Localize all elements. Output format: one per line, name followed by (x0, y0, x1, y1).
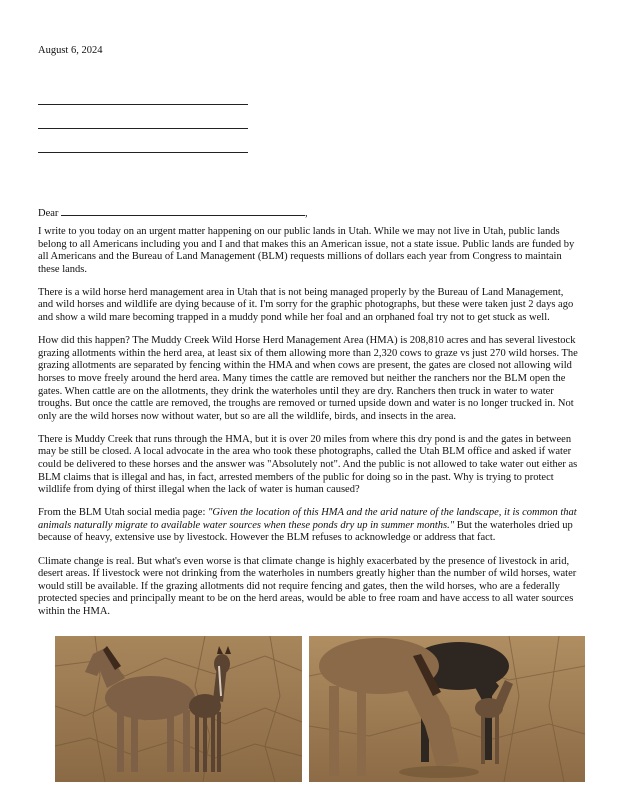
paragraph-blm-quote (38, 507, 580, 545)
salutation-comma: , (305, 208, 308, 219)
recipient-name-blank (61, 204, 305, 216)
address-line-3 (38, 152, 248, 153)
paragraph-intro: I write to you today on an urgent matter happening on our public lands in Utah. While we may not live in Utah, public lands belong to all Americans including you and I and that makes this an American issue, not a state issue. Public lands are funded by all Americans and the Bureau of Land Management (BLM) requests millions of dollars each year from Congress to maintain these lands. (38, 226, 575, 275)
photo-mare-and-foal (55, 636, 302, 782)
salutation-greeting: Dear (38, 208, 59, 219)
photo-horses-drinking (309, 636, 585, 782)
quote-lead: From the BLM Utah social media page: (38, 507, 209, 519)
address-line-2 (38, 128, 248, 129)
salutation (38, 204, 308, 219)
paragraph-muddy-creek: There is Muddy Creek that runs through the HMA, but it is over 20 miles from where this dry pond is and the gates in between may be still be closed. A local advocate in the area who took these photographs, called the Utah BLM office and asked if water could be delivered to these horses and the answer was "Absolutely not". And the public is not allowed to take water out either as BLM claims that is illegal and has, in fact, arrested members of the public for doing so in the past. Why is trying to protect wildlife from dying of thirst illegal when the lack of water is human caused? (38, 433, 578, 496)
mare-and-foal-image (55, 636, 302, 782)
paragraph-climate: Climate change is real. But what's even worse is that climate change is highly exacerbated by the presence of livestock in arid, desert areas. If livestock were not drinking from the waterholes in numbers greatly higher than the number of wild horses, water would still be available. If the grazing allotments did not require fencing and gates, then the wild horses, who are a federally protected species and principally meant to be on the herd areas, would be able to free roam and have access to all water sources within the HMA. (38, 555, 577, 617)
blm-quote: "Given the location of this HMA and the arid nature of the landscape, it is common that animals naturally migrate to available water sources when these ponds dry up in summer months." (38, 507, 577, 531)
address-line-1 (38, 104, 248, 105)
quote-rest: But the waterholes dried up because of heavy, extensive use by livestock. However the BLM refuses to acknowledge or address that fact. (38, 519, 573, 544)
horses-drinking-image (309, 636, 585, 782)
paragraph-how-happened: How did this happen? The Muddy Creek Wild Horse Herd Management Area (HMA) is 208,810 acres and has several livestock grazing allotments within the herd area, at least six of them allowing more than 2,320 cows to graze vs just 270 wild horses. The grazing allotments are separated by fencing within the HMA and when cows are present, the gates are closed not allowing wild horses to move freely around the herd area. Many times the cattle are removed but neither the ranchers nor the BLM open the gates. When cattle are on the allotments, they drink the waterholes until they are dry. Ranchers then truck in water to water troughs. But once the cattle are removed, the troughs are removed or turned upside down and water is no longer trucked in. Not only are the wild horses now without water, but so are all the wildlife, birds, and insects in the area. (38, 335, 578, 422)
paragraph-herd-area: There is a wild horse herd management area in Utah that is not being managed properly by the Bureau of Land Management, and wild horses and wildlife are dying because of it. I'm sorry for the graphic photographs, but these were taken just 2 days ago and show a wild mare becoming trapped in a muddy pond while her foal and an orphaned foal try not to get stuck as well. (38, 286, 574, 324)
letter-body (38, 226, 580, 629)
letter-date: August 6, 2024 (38, 45, 103, 56)
